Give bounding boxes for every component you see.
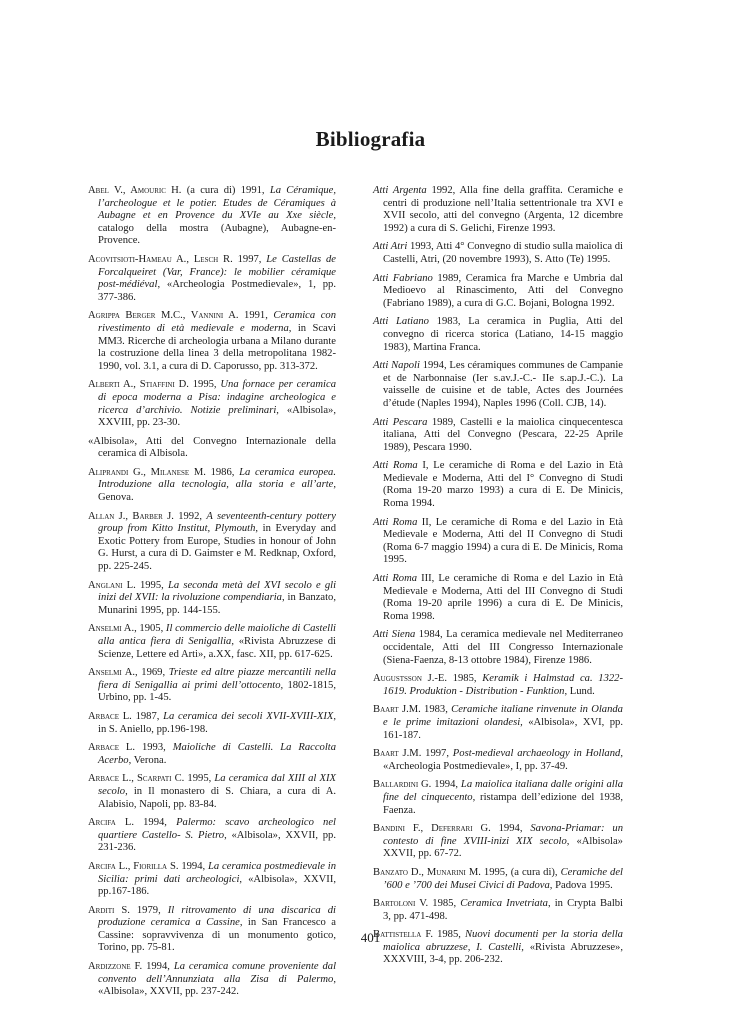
- entry-title: Savona-Priamar: un contesto di fine XVIII-inizi XIX secolo,: [383, 823, 624, 847]
- entry-details: 1993, Atti 4° Convegno di studio sulla maiolica di Castelli, Atri, (20 novembre 1993), S. Atto (Te) 1995.: [383, 241, 623, 265]
- entry-details: , in San Francesco a Cassine: sopravvivenza di un monumento gotico, Torino, pp. 75-81.: [98, 917, 336, 954]
- entry-details: «Albisola» XXVII, pp. 67-72.: [383, 835, 623, 860]
- entry-author: Alberti A., Stiaffini D.: [88, 379, 189, 391]
- entry-title: Trieste ed altre piazze mercantili nella fiera di Senigallia ai primi dell’ottocento,: [98, 667, 336, 691]
- entry-year: 1983,: [420, 704, 452, 716]
- entry-title: Atti Roma: [373, 460, 418, 472]
- entry-author: Arbace L., Scarpati C.: [88, 773, 185, 785]
- entry-year: 1985,: [433, 929, 465, 941]
- entry-details: , «Albisola», XXVIII, pp. 23-30.: [98, 404, 336, 429]
- bibliography-entry: [373, 704, 623, 742]
- entry-author: Battistella F.: [373, 929, 434, 941]
- entry-title: Il ritrovamento di una discarica di produzione ceramica a Cassine: [98, 904, 336, 929]
- entry-title: La maiolica italiana dalle origini alla fine del cinquecento,: [383, 779, 623, 803]
- entry-details: ristampa dell’edizione del 1938, Faenza.: [383, 791, 623, 816]
- bibliography-entry: [373, 673, 623, 698]
- entry-title: Nuovi documenti per la storia della maiolica abruzzese, I. Castelli: [383, 929, 623, 953]
- bibliography-entry: [88, 817, 336, 855]
- bibliography-entry: [373, 273, 623, 311]
- bibliography-entry: [88, 310, 336, 373]
- entry-year: 1994,: [490, 823, 531, 835]
- entry-details: , «Rivista Abruzzese», XXXVIII, 3-4, pp. 206-232.: [383, 941, 624, 966]
- entry-author: Banzato D., Munarini M.: [373, 866, 481, 878]
- entry-author: Bartoloni V.: [373, 898, 429, 910]
- entry-title: Le Castellas de Forcalqueiret (Var, France): le mobilier céramique post-médiéval: [98, 253, 337, 291]
- entry-details: , Lund.: [564, 685, 595, 697]
- bibliography-right-column: [373, 185, 623, 973]
- entry-author: Arbace L.: [88, 710, 132, 722]
- entry-author: Augustsson J.-E.: [373, 673, 447, 685]
- entry-title: Maioliche di Castelli. La Raccolta Acerbo: [98, 742, 336, 766]
- entry-details: Padova 1995.: [552, 879, 613, 891]
- entry-author: Baart J.M.: [373, 748, 422, 760]
- entry-title: Atti Roma: [373, 516, 418, 528]
- bibliography-entry: [88, 467, 336, 505]
- bibliography-entry: [88, 580, 336, 618]
- entry-title: Atti Siena: [373, 629, 416, 641]
- entry-author: Baart J.M.: [373, 704, 421, 716]
- entry-author: Allan J., Barber J.: [88, 510, 174, 522]
- bibliography-entry: [88, 667, 336, 705]
- bibliography-entry: [373, 517, 623, 567]
- entry-author: Arbace L.: [88, 742, 136, 754]
- entry-year: 1995, (a cura di),: [480, 866, 561, 878]
- entry-title: Post-medieval archaeology in Holland: [452, 748, 621, 760]
- bibliography-entry: [373, 867, 623, 892]
- entry-title: Palermo: scavo archeologico nel quartiere Castello- S. Pietro: [98, 817, 336, 841]
- entry-title: Una fornace per ceramica di epoca moderna a Pisa: indagine archeologica e ricerca d’archivio. Notizie preliminari: [98, 379, 336, 416]
- entry-details: , catalogo della mostra (Aubagne), Aubagne-en-Provence.: [98, 210, 336, 247]
- bibliography-entry: [373, 898, 623, 923]
- entry-title: Il commercio delle maioliche di Castelli alla antica fiera di Senigallia: [98, 623, 336, 647]
- bibliography-entry: [88, 379, 336, 429]
- entry-year: 1986,: [205, 466, 240, 478]
- entry-year: 1979,: [129, 904, 168, 916]
- entry-details: 1984, La ceramica medievale nel Mediterraneo occidentale, Atti del III Congresso Internazionale (Siena-Faenza, 8-13 ottobre 1984), Firenze 1986.: [383, 629, 623, 666]
- entry-year: 1994,: [178, 860, 209, 872]
- entry-details: , in Crypta Balbi 3, pp. 471-498.: [383, 898, 623, 922]
- entry-year: 1994,: [431, 779, 461, 791]
- entry-author: Ballardini G.: [373, 779, 432, 791]
- entry-title: Atti Fabriano: [373, 272, 433, 284]
- bibliography-entry: [373, 573, 623, 623]
- entry-title: La seconda metà del XVI secolo e gli inizi del XVII: la rivoluzione compendiaria: [98, 579, 337, 604]
- entry-title: Ceramiche del ’600 e ’700 dei Musei Civici di Padova,: [383, 866, 623, 891]
- entry-details: «Albisola», XVI, pp. 161-187.: [383, 716, 623, 741]
- entry-details: 1994, Les céramiques communes de Campanie et de Narbonnaise (Ier s.av.J.-C.- IIe s.ap.J.-C.). La vaisselle de cuisine et de table, Actes des Journées d’étude (Naples 1994), Naples 1996 (Coll. CJB, 14).: [383, 360, 623, 409]
- entry-year: 1994,: [142, 961, 174, 973]
- bibliography-entry: [88, 511, 336, 574]
- entry-details: 1992, Alla fine della graffita. Ceramiche e centri di produzione nell’Italia settentrionale tra XVI e XVII secolo, atti del convegno (Argenta, 12 dicembre 1992) a cura di S. Gelichi, Firenze 1993.: [383, 185, 623, 234]
- entry-details: , «Archeologia Postmedievale», 1, pp. 377-386.: [98, 279, 336, 303]
- entry-details: 1802-1815, Urbino, pp. 1-45.: [98, 679, 336, 704]
- bibliography-entry: [373, 360, 623, 410]
- entry-title: La ceramica dei secoli XVII-XVIII-XIX: [163, 710, 334, 722]
- entry-year: 1997,: [421, 748, 453, 760]
- bibliography-entry: [88, 861, 336, 899]
- entry-title: La ceramica comune proveniente dal convento dell’Annunziata alla Zisa di Palermo: [98, 961, 337, 985]
- bibliography-left-column: [88, 185, 336, 1005]
- entry-details: , in Everyday and Exotic Pottery from Europe, Studies in honour of John G. Hurst, a cura di D. Gaimster e M. Redknap, Oxford, pp. 225-245.: [98, 523, 336, 573]
- entry-year: 1985,: [428, 898, 461, 910]
- entry-details: , in Scavi MM3. Ricerche di archeologia urbana a Milano durante la costruzione della linea 3 della metropolitana 1982-1990, vol. 3.1, a cura di D. Caporusso, pp. 313-372.: [98, 322, 336, 372]
- bibliography-entry: [88, 742, 336, 767]
- entry-year: 1993,: [135, 742, 173, 754]
- entry-details: III, Le ceramiche di Roma e del Lazio in Età Medievale e Moderna, Atti del III Convegno di Studi (Roma 19-20 aprile 1996) a cura di E. De Minicis, Roma 1998.: [383, 573, 623, 622]
- entry-author: Anselmi A.: [88, 667, 136, 679]
- entry-title: A seventeenth-century pottery group from Kitto Institut, Plymouth: [98, 510, 336, 535]
- bibliography-entry: [88, 254, 336, 304]
- bibliography-entry: [373, 417, 623, 455]
- bibliography-entry: [373, 629, 623, 667]
- entry-title: Atti Atri: [373, 241, 408, 253]
- entry-year: 1995,: [184, 773, 215, 785]
- entry-title: Atti Roma: [373, 573, 418, 585]
- bibliography-entry: [88, 711, 336, 736]
- entry-author: Arcifa L.: [88, 817, 134, 829]
- entry-title: Keramik i Halmstad ca. 1322-1619. Produktion - Distribution - Funktion: [383, 673, 623, 697]
- entry-details: , «Rivista Abruzzese di Scienze, Lettere ed Arti», a.XX, fasc. XII, pp. 617-625.: [98, 636, 336, 660]
- entry-year: (a cura di) 1991,: [181, 185, 270, 196]
- entry-details: , in S. Aniello, pp.196-198.: [98, 710, 337, 735]
- entry-author: Arditi S.: [88, 904, 130, 916]
- entry-details: 1983, La ceramica in Puglia, Atti del convegno di ricerca storica (Latiano, 14-15 maggio 1983), Martina Franca.: [383, 316, 623, 353]
- entry-title: La ceramica dal XIII al XIX secolo: [98, 773, 336, 797]
- entry-author: Agrippa Berger M.C., Vannini A.: [88, 310, 239, 322]
- bibliography-entry: [373, 241, 623, 266]
- entry-year: 1991,: [238, 310, 274, 322]
- entry-title: Atti Argenta: [373, 185, 427, 196]
- entry-title: Ceramiche italiane rinvenute in Olanda e le prime imitazioni olandesi,: [383, 704, 623, 728]
- entry-details: , «Albisola», XXVII, pp.167-186.: [98, 873, 336, 898]
- bibliography-entry: [88, 623, 336, 661]
- page-number: 401: [360, 930, 381, 945]
- entry-title: Ceramica Invetriata: [460, 898, 548, 910]
- entry-year: , 1969,: [135, 667, 169, 679]
- bibliography-entry: [373, 748, 623, 773]
- entry-title: Atti Napoli: [373, 360, 420, 372]
- entry-author: Ardizzone F.: [88, 961, 143, 973]
- entry-author: Arcifa L., Fiorilla S.: [88, 860, 179, 872]
- bibliography-entry: [373, 316, 623, 354]
- entry-author: Abel V., Amouric H.: [88, 185, 182, 196]
- entry-details: , Verona.: [128, 754, 167, 766]
- entry-details: 1989, Ceramica fra Marche e Umbria dal Medioevo al Rinascimento, Atti del Convegno (Fabriano 1989), a cura di G.C. Bojani, Bologna 1992.: [383, 272, 623, 309]
- bibliography-entry: [88, 961, 336, 999]
- entry-year: 1985,: [447, 673, 483, 685]
- entry-details: 1989, Castelli e la maiolica cinquecentesca italiana, Atti del Convegno (Pescara, 22-25 Aprile 1989), Pescara 1990.: [383, 416, 623, 453]
- entry-title: Atti Pescara: [373, 416, 428, 428]
- entry-year: 1997,: [232, 253, 267, 265]
- entry-author: Acovitsioti-Hameau A., Lesch R.: [88, 253, 233, 265]
- entry-year: «Albisola», Atti del Convegno Internazionale della ceramica di Albisola.: [88, 435, 336, 460]
- entry-year: 1995,: [135, 579, 168, 591]
- entry-title: La ceramica postmedievale in Sicilia: primi dati archeologici: [98, 860, 336, 885]
- entry-details: II, Le ceramiche di Roma e del Lazio in Età Medievale e Moderna, Atti del II Convegno di Studi (Roma 6-7 maggio 1994) a cura di E. De Minicis, Roma 1995.: [383, 516, 623, 566]
- entry-details: , «Albisola», XXVII, pp. 237-242.: [98, 973, 336, 998]
- entry-title: La Céramique, l’archeologue et le potier. Etudes de Céramiques à Aubagne et en Provence du XVIe au Xxe siècle: [98, 185, 337, 222]
- entry-year: 1992,: [173, 510, 207, 522]
- bibliography-entry: [88, 185, 336, 248]
- entry-year: , 1905,: [134, 623, 166, 635]
- bibliography-entry: [88, 773, 336, 811]
- bibliography-entry: [373, 460, 623, 510]
- entry-details: , Genova.: [98, 479, 336, 504]
- entry-details: , in Il monastero di S. Chiara, a cura di A. Alabisio, Napoli, pp. 83-84.: [98, 785, 336, 810]
- entry-year: 1995,: [188, 379, 221, 391]
- entry-details: , «Archeologia Postmedievale», I, pp. 37-49.: [383, 748, 623, 772]
- entry-year: 1994,: [133, 817, 177, 829]
- entry-details: , in Banzato, Munarini 1995, pp. 144-155.: [98, 592, 336, 616]
- entry-author: Anglani L.: [88, 579, 136, 591]
- entry-title: La ceramica europea. Introduzione alla tecnologia, alla storia e all’arte: [98, 466, 337, 491]
- entry-details: I, Le ceramiche di Roma e del Lazio in Età Medievale e Moderna, Atti del I° Convegno di Studi (Roma 19-20 marzo 1993) a cura di E. De Minicis, Roma 1994.: [383, 460, 624, 510]
- bibliography-entry: [373, 185, 623, 235]
- entry-author: Aliprandi G., Milanese M.: [88, 466, 206, 478]
- entry-title: Ceramica con rivestimento di età medievale e moderna: [98, 310, 336, 334]
- entry-author: Bandini F., Deferrari G.: [373, 823, 491, 835]
- entry-title: Atti Latiano: [373, 316, 429, 328]
- entry-year: 1987,: [131, 710, 164, 722]
- page-title: Bibliografia: [315, 127, 426, 151]
- bibliography-entry: [88, 436, 336, 461]
- entry-author: Anselmi A.: [88, 623, 135, 635]
- bibliography-entry: [373, 823, 623, 861]
- bibliography-entry: [373, 779, 623, 817]
- entry-details: , «Albisola», XXVII, pp. 231-236.: [98, 829, 336, 854]
